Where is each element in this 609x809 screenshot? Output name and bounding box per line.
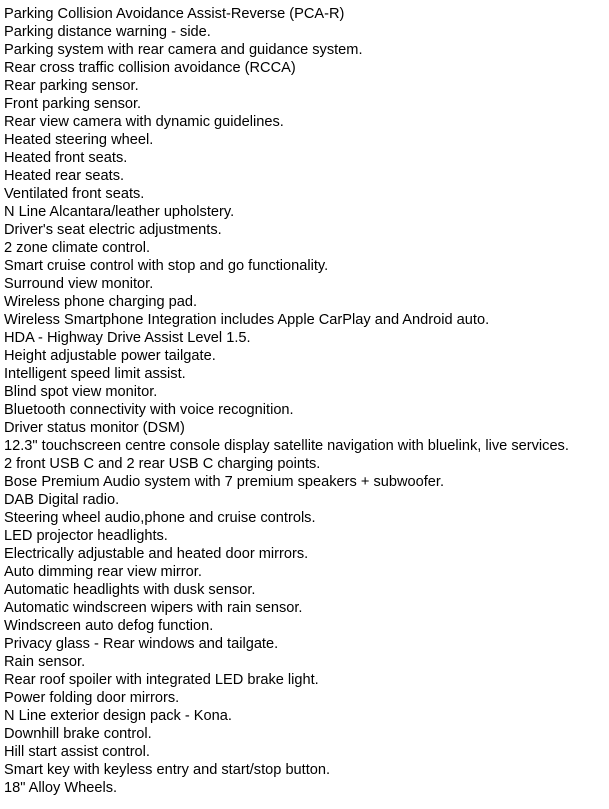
list-item: DAB Digital radio. [4, 492, 120, 508]
list-item: Windscreen auto defog function. [4, 618, 214, 634]
list-item: Parking distance warning - side. [4, 24, 211, 40]
list-item: Auto dimming rear view mirror. [4, 564, 202, 580]
list-item: Heated rear seats. [4, 168, 125, 184]
list-item: Steering wheel audio,phone and cruise controls. [4, 510, 316, 526]
list-item: LED projector headlights. [4, 528, 168, 544]
list-item: Blind spot view monitor. [4, 384, 158, 400]
list-item: Bluetooth connectivity with voice recognition. [4, 402, 294, 418]
list-item: Height adjustable power tailgate. [4, 348, 216, 364]
list-item: Automatic windscreen wipers with rain sensor. [4, 600, 303, 616]
list-item: Rear view camera with dynamic guidelines. [4, 114, 284, 130]
list-item: Front parking sensor. [4, 96, 142, 112]
list-item: Power folding door mirrors. [4, 690, 180, 706]
list-item: Automatic headlights with dusk sensor. [4, 582, 256, 598]
list-item: Driver status monitor (DSM) [4, 420, 185, 436]
list-item: 18" Alloy Wheels. [4, 780, 118, 796]
list-item: Downhill brake control. [4, 726, 152, 742]
list-item: Wireless Smartphone Integration includes Apple CarPlay and Android auto. [4, 312, 490, 328]
list-item: Smart key with keyless entry and start/stop button. [4, 762, 331, 778]
list-item: Wireless phone charging pad. [4, 294, 198, 310]
list-item: Bose Premium Audio system with 7 premium speakers + subwoofer. [4, 474, 445, 490]
list-item: Electrically adjustable and heated door mirrors. [4, 546, 309, 562]
list-item: 12.3" touchscreen centre console display satellite navigation with bluelink, live services. [4, 438, 569, 454]
list-item: Parking system with rear camera and guidance system. [4, 42, 363, 58]
list-item: N Line Alcantara/leather upholstery. [4, 204, 235, 220]
list-item: Rear parking sensor. [4, 78, 139, 94]
list-item: Privacy glass - Rear windows and tailgate. [4, 636, 279, 652]
list-item: Driver's seat electric adjustments. [4, 222, 222, 238]
list-item: HDA - Highway Drive Assist Level 1.5. [4, 330, 251, 346]
list-item: N Line exterior design pack - Kona. [4, 708, 232, 724]
list-item: Rear roof spoiler with integrated LED brake light. [4, 672, 319, 688]
list-item: Rear cross traffic collision avoidance (RCCA) [4, 60, 296, 76]
list-item: Ventilated front seats. [4, 186, 145, 202]
list-item: Rain sensor. [4, 654, 86, 670]
list-item: Hill start assist control. [4, 744, 150, 760]
list-item: Smart cruise control with stop and go functionality. [4, 258, 329, 274]
list-item: 2 front USB C and 2 rear USB C charging points. [4, 456, 321, 472]
list-item: Heated front seats. [4, 150, 128, 166]
list-item: 2 zone climate control. [4, 240, 151, 256]
list-item: Surround view monitor. [4, 276, 154, 292]
list-item: Heated steering wheel. [4, 132, 154, 148]
list-item: Intelligent speed limit assist. [4, 366, 186, 382]
list-item: Parking Collision Avoidance Assist-Reverse (PCA-R) [4, 6, 345, 22]
